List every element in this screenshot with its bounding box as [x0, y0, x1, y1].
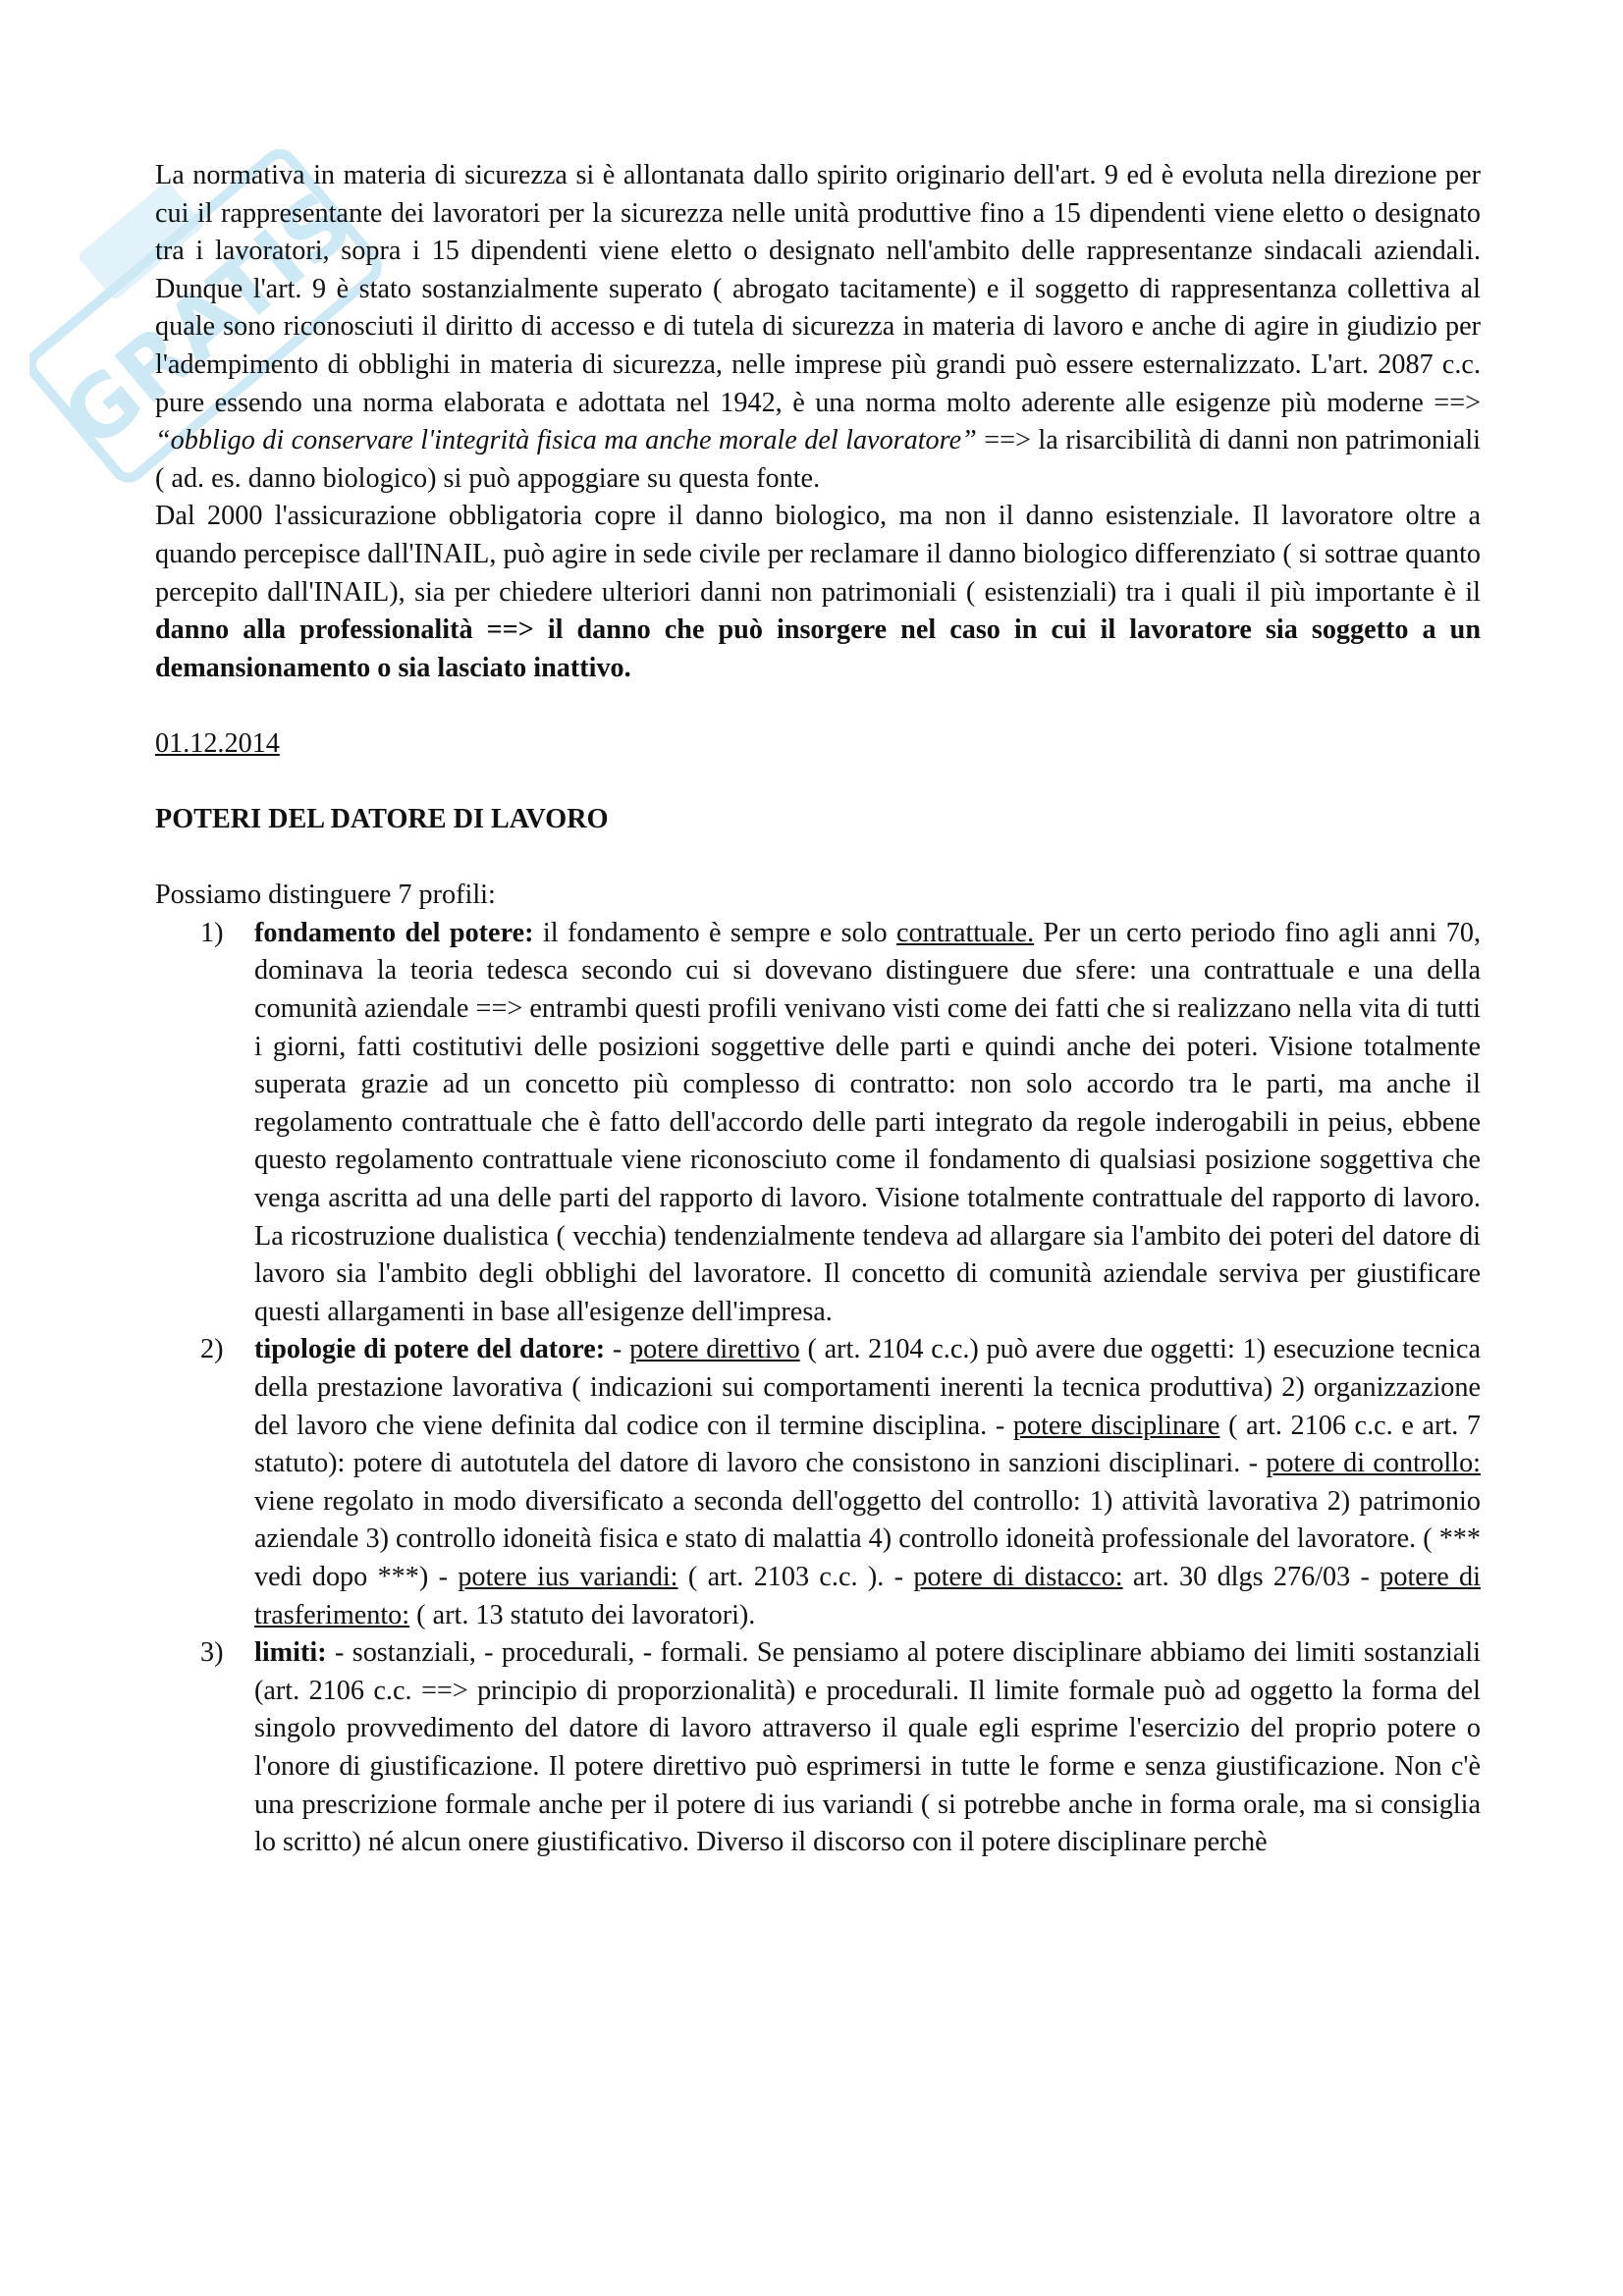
- list-number: 3): [200, 1637, 224, 1669]
- intro-line: Possiamo distinguere 7 profili:: [155, 880, 496, 911]
- paragraph-sicurezza: La normativa in materia di sicurezza si è allontanata dallo spirito originario dell'art. 9 ed è evoluta nella direzione per cui il rappresentante dei lavoratori per la sicurezza nelle unità produttive fino a 15 dipendenti viene eletto o designato tra i lavoratori, sopra i 15 dipendenti viene eletto o designato nell'ambito delle rappresentanze sindacali aziendali. Dunque l'art. 9 è stato sostanzialmente superato ( abrogato tacitamente) e il soggetto di rappresentanza collettiva al quale sono riconosciuti il diritto di accesso e di tutela di sicurezza in materia di lavoro e anche di agire in giudizio per l'adempimento di obblighi in materia di sicurezza, nelle imprese più grandi può essere esternalizzato. L'art. 2087 c.c. pure essendo una norma elaborata e adottata nel 1942, è una norma molto aderente alle esigenze più moderne ==> “obbligo di conservare l'integrità fisica ma anche morale del lavoratore” ==> la risarcibilità di danni non patrimoniali ( ad. es. danno biologico) si può appoggiare su questa fonte.: [155, 160, 1482, 494]
- list-number: 1): [200, 917, 224, 948]
- bold-danno-professionalita: danno alla professionalità ==> il danno che può insorgere nel caso in cui il lavoratore sia soggetto a un demansionamento o sia lasciato inattivo.: [155, 614, 1481, 683]
- list-number: 2): [200, 1334, 224, 1365]
- item-title: tipologie di potere del datore:: [254, 1334, 606, 1365]
- document-page: [155, 157, 1481, 1862]
- list-item: 2) tipologie di potere del datore: - potere direttivo ( art. 2104 c.c.) può avere due oggetti: 1) esecuzione tecnica della prestazione lavorativa ( indicazioni sui comportamenti inerenti la tecnica produttiva) 2) organizzazione del lavoro che viene definita dal codice con il termine disciplina. - potere disciplinare ( art. 2106 c.c. e art. 7 statuto): potere di autotutela del datore di lavoro che consistono in sanzioni disciplinari. - potere di controllo: viene regolato in modo diversificato a seconda dell'oggetto del controllo: 1) attività lavorativa 2) patrimonio aziendale 3) controllo idoneità fisica e stato di malattia 4) controllo idoneità professionale del lavoratore. ( *** vedi dopo ***) - potere ius variandi: ( art. 2103 c.c. ). - potere di distacco: art. 30 dlgs 276/03 - potere di trasferimento: ( art. 13 statuto dei lavoratori).: [155, 1331, 1481, 1634]
- list-item: 3) limiti: - sostanziali, - procedurali, - formali. Se pensiamo al potere disciplinare abbiamo dei limiti sostanziali (art. 2106 c.c. ==> principio di proporzionalità) e procedurali. Il limite formale può ad oggetto la forma del singolo provvedimento del datore di lavoro attraverso il quale egli esprime l'esercizio del proprio potere o l'onore di giustificazione. Il potere direttivo può esprimersi in tutte le forme e senza giustificazione. Non c'è una prescrizione formale anche per il potere di ius variandi ( si potrebbe anche in forma orale, ma si consiglia lo scritto) né alcun onere giustificativo. Diverso il discorso con il potere disciplinare perchè: [155, 1634, 1481, 1862]
- lecture-date: 01.12.2014: [155, 727, 280, 759]
- section-heading: POTERI DEL DATORE DI LAVORO: [155, 804, 609, 835]
- watermark-text: GRATIS: [44, 172, 371, 468]
- item-title: limiti:: [254, 1637, 327, 1669]
- list-item: 1) fondamento del potere: il fondamento è sempre e solo contrattuale. Per un certo periodo fino agli anni 70, dominava la teoria tedesca secondo cui si dovevano distinguere due sfere: una contrattuale e una della comunità aziendale ==> entrambi questi profili venivano visti come dei fatti che si realizzano nella vita di tutti i giorni, fatti costitutivi delle posizioni soggettive delle parti e quindi anche dei poteri. Visione totalmente superata grazie ad un concetto più complesso di contratto: non solo accordo tra le parti, ma anche il regolamento contrattuale che è fatto dell'accordo delle parti integrato da regole inderogabili in peius, ebbene questo regolamento contrattuale viene riconosciuto come il fondamento di qualsiasi posizione soggettiva che venga ascritta ad una delle parti del rapporto di lavoro. Visione totalmente contrattuale del rapporto di lavoro. La ricostruzione dualistica ( vecchia) tendenzialmente tendeva ad allargare sia l'ambito dei poteri del datore di lavoro sia l'ambito degli obblighi del lavoratore. Il concetto di comunità aziendale serviva per giustificare questi allargamenti in base all'esigenze dell'impresa.: [155, 915, 1481, 1332]
- quote-art-2087: “obbligo di conservare l'integrità fisica ma anche morale del lavoratore”: [155, 425, 977, 456]
- paragraph-assicurazione: Dal 2000 l'assicurazione obbligatoria copre il danno biologico, ma non il danno esistenziale. Il lavoratore oltre a quando percepisce dall'INAIL, può agire in sede civile per reclamare il danno biologico differenziato ( si sottrae quanto percepito dall'INAIL), sia per chiedere ulteriori danni non patrimoniali ( esistenziali) tra i quali il più importante è il danno alla professionalità ==> il danno che può insorgere nel caso in cui il lavoratore sia soggetto a un demansionamento o sia lasciato inattivo.: [155, 501, 1481, 683]
- profili-list: [155, 915, 1481, 1862]
- item-title: fondamento del potere:: [254, 917, 534, 948]
